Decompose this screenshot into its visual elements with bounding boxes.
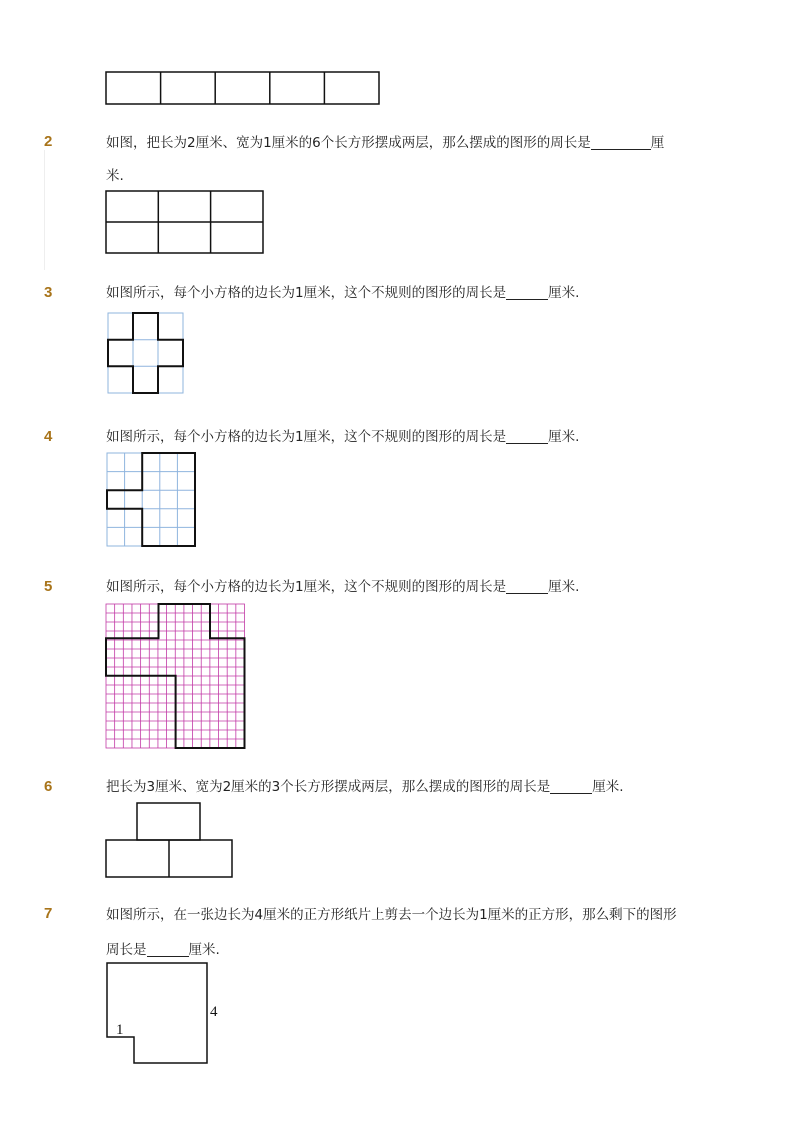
figure-step-shape-grid	[105, 451, 199, 549]
question-text	[106, 569, 579, 605]
question-text	[106, 419, 579, 455]
answer-blank[interactable]	[591, 135, 651, 150]
question-text-part: 把长为3厘米、宽为2厘米的3个长方形摆成两层，那么摆成的图形的周长是	[106, 779, 551, 795]
question-text-part: 如图，把长为2厘米、宽为1厘米的6个长方形摆成两层，那么摆成的图形的周长是	[106, 135, 591, 151]
question-text-part: 如图所示，每个小方格的边长为1厘米，这个不规则的图形的周长是	[106, 579, 507, 595]
question-text-part: 厘	[650, 135, 665, 151]
question-number: 3	[44, 284, 53, 301]
question-text-part: 厘米.	[548, 285, 580, 301]
label-big-side: 4	[210, 1004, 218, 1020]
question-text-part: 厘米.	[548, 579, 580, 595]
question-text	[106, 275, 579, 311]
question-number: 2	[44, 133, 53, 150]
figure-two-layer-rectangles	[104, 189, 268, 257]
question-text-part: 厘米.	[592, 779, 624, 795]
question-text-continued: 米.	[106, 168, 124, 184]
answer-blank[interactable]	[550, 779, 592, 794]
answer-blank[interactable]	[506, 285, 548, 300]
question-text-part: 如图所示，每个小方格的边长为1厘米，这个不规则的图形的周长是	[106, 285, 507, 301]
question-text-part: 如图所示，每个小方格的边长为1厘米，这个不规则的图形的周长是	[106, 429, 507, 445]
label-small-side: 1	[116, 1022, 124, 1038]
question-number: 5	[44, 578, 53, 595]
question-text-part: 厘米.	[548, 429, 580, 445]
margin-divider	[44, 150, 45, 270]
answer-blank[interactable]	[506, 579, 548, 594]
question-number: 4	[44, 428, 53, 445]
figure-row-of-five-rectangles	[104, 70, 384, 108]
question-text-part: 厘米.	[188, 942, 220, 958]
figure-three-rectangles-two-layers	[104, 801, 236, 881]
question-number: 7	[44, 905, 53, 922]
answer-blank[interactable]	[147, 942, 189, 957]
question-number: 6	[44, 778, 53, 795]
question-text-part: 周长是	[106, 942, 147, 958]
figure-cross-shape-grid	[106, 311, 186, 395]
question-text	[106, 769, 624, 805]
figure-magenta-grid-shape	[104, 602, 248, 752]
figure-square-with-cut-corner	[104, 961, 224, 1067]
question-text: 如图所示，在一张边长为4厘米的正方形纸片上剪去一个边长为1厘米的正方形，那么剩下的图形	[106, 907, 677, 923]
answer-blank[interactable]	[506, 429, 548, 444]
question-text	[106, 125, 664, 161]
